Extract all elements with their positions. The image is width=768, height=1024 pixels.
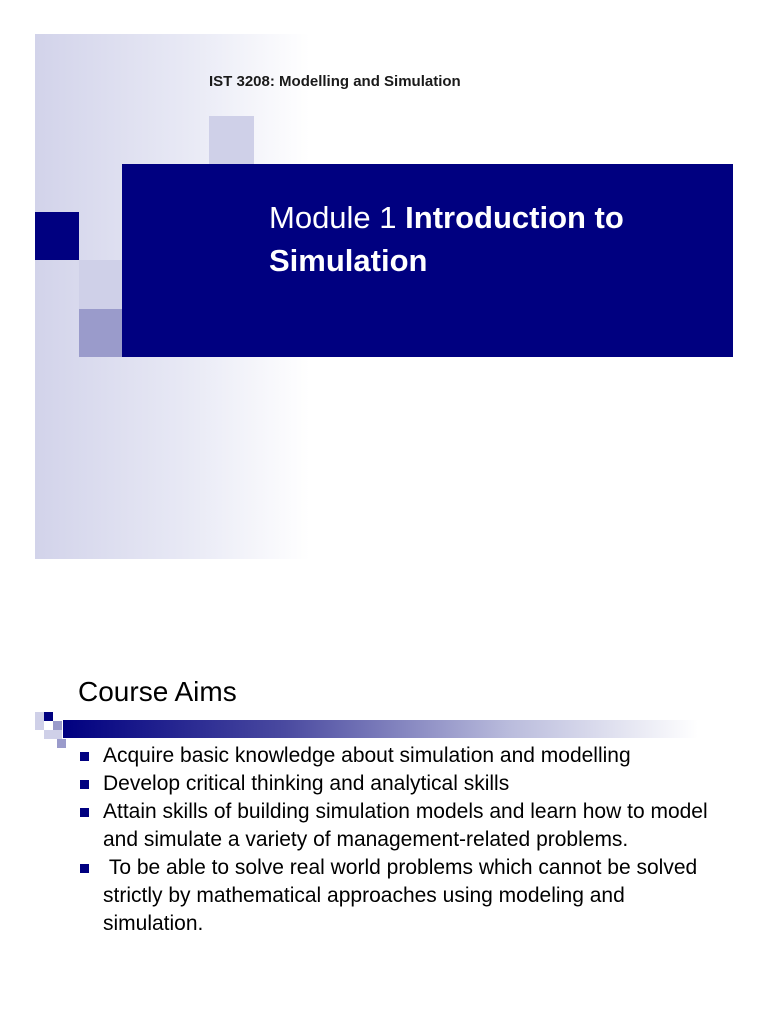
decor-square	[35, 721, 44, 730]
list-item	[78, 742, 718, 770]
decor-square	[53, 730, 62, 739]
list-item-text: Acquire basic knowledge about simulation and modelling	[103, 744, 631, 767]
list-item-text: Develop critical thinking and analytical skills	[103, 772, 510, 795]
list-item	[78, 770, 718, 798]
decor-square	[209, 116, 254, 164]
title-prefix: Module 1	[269, 200, 397, 235]
list-item-text: Attain skills of building simulation models and learn how to model and simulate a variety of management-related problems.	[103, 800, 708, 851]
decor-square	[44, 712, 53, 721]
title-bold: Introduction to Simulation	[269, 200, 624, 278]
list-item-text: To be able to solve real world problems which cannot be solved strictly by mathematical approaches using modeling and simulation.	[103, 856, 704, 935]
list-item	[78, 854, 718, 938]
decor-square	[79, 309, 122, 357]
slide-title	[269, 196, 719, 282]
bullet-icon	[80, 780, 89, 789]
list-item	[78, 798, 718, 854]
bullet-icon	[80, 752, 89, 761]
decor-square	[35, 212, 79, 260]
decor-square	[44, 730, 53, 739]
heading-rule	[63, 720, 698, 738]
bullet-icon	[80, 864, 89, 873]
decor-square	[79, 260, 122, 309]
slide-heading: Course Aims	[78, 676, 237, 707]
aims-list	[78, 742, 718, 938]
decor-square	[53, 721, 62, 730]
decor-square	[35, 712, 44, 721]
course-aims-slide	[0, 660, 768, 1024]
decor-square	[57, 739, 66, 748]
course-code: IST 3208: Modelling and Simulation	[209, 73, 461, 90]
bullet-icon	[80, 808, 89, 817]
